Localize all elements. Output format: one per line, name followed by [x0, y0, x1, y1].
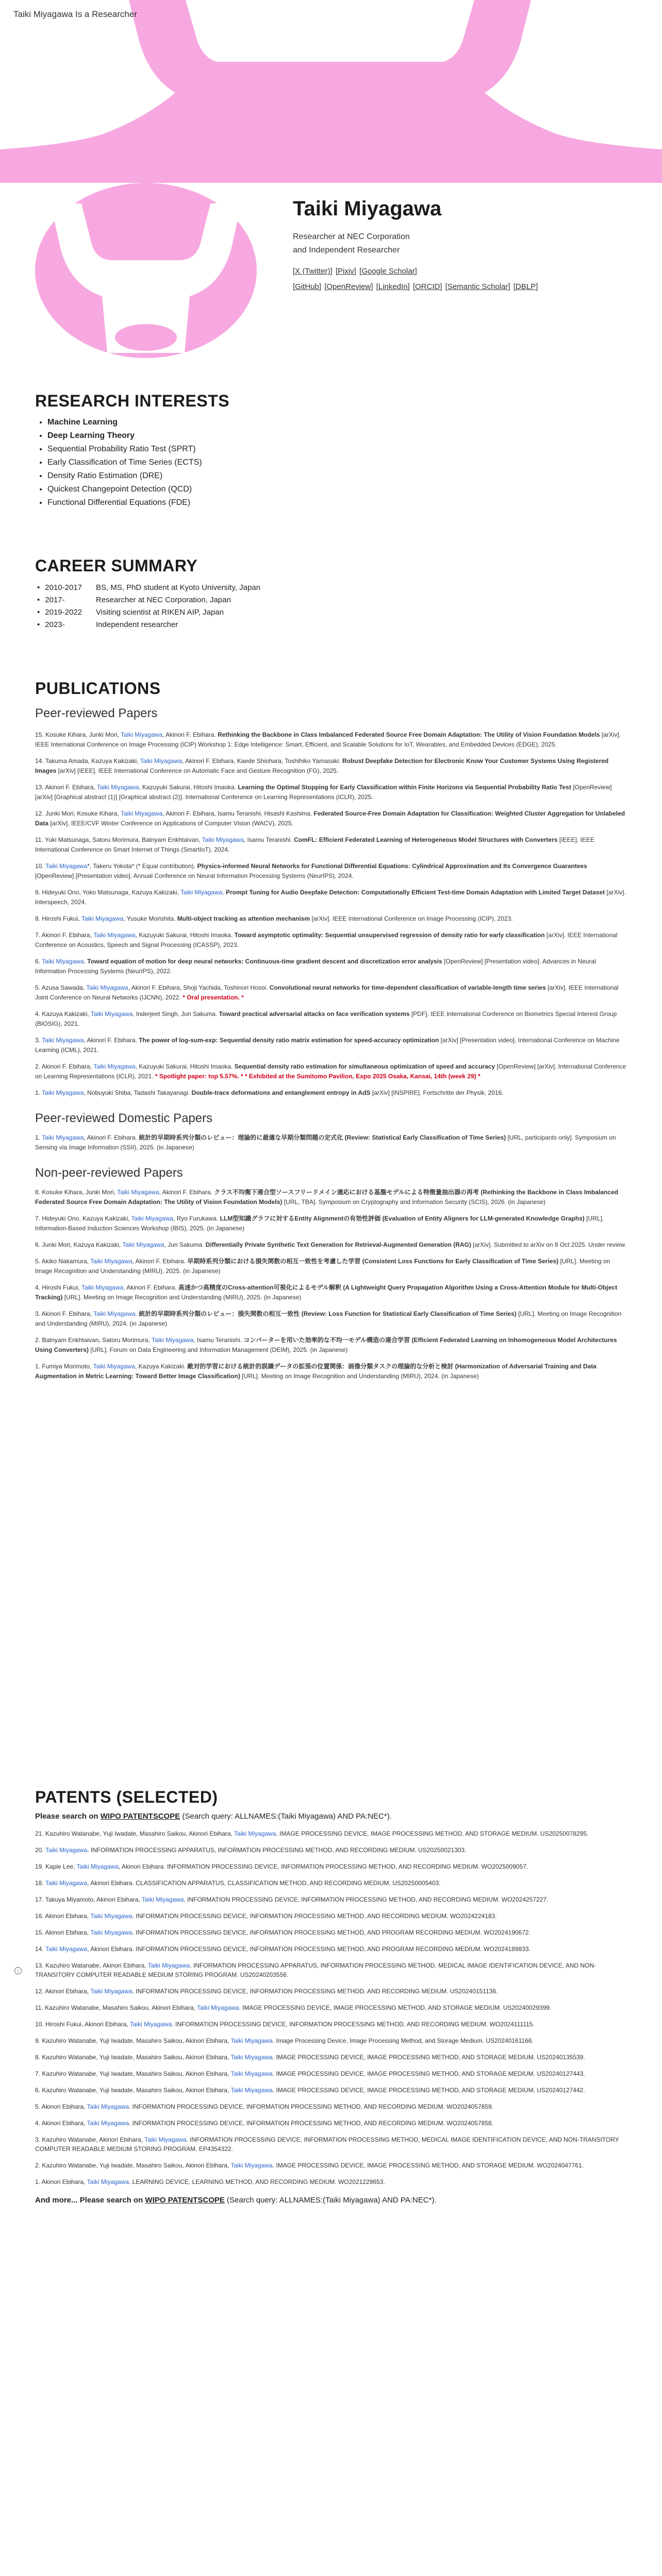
patent-entry [35, 2036, 627, 2045]
patent-author-self: Taiki Miyagawa [230, 2087, 273, 2094]
pub-author-self: Taiki Miyagawa [131, 1215, 173, 1222]
pub-venue: [URL]. Meeting on Image Recognition and Understanding (MIRU), 2024. (in Japanese) [35, 1310, 622, 1327]
patent-entry [35, 1987, 627, 1996]
pub-venue: [arXiv] [INSPIRE]. Fortschritte der Physik, 2016. [370, 1089, 504, 1096]
career-years: • 2017- [35, 594, 96, 606]
pub-title[interactable]: Convolutional neural networks for time-dependent classification of variable-length time series [269, 984, 546, 991]
pub-authors-post: , Kazuyuki Sakurai, Hitoshi Imaoka. [139, 784, 238, 791]
patent-title: . INFORMATION PROCESSING DEVICE, INFORMATION PROCESSING METHOD, AND RECORDING MEDIUM. WO2024257227. [184, 1896, 549, 1903]
patents-section [35, 1788, 627, 2213]
pub-venue: [OpenReview] [arXiv]. International Conference on Learning Representations (ICLR), 2021. [35, 1063, 626, 1080]
patent-authors-pre: 1. Akinori Ebihara, [35, 2178, 87, 2185]
pub-authors-pre: 15. Kosuke Kihara, Junki Mori, [35, 731, 121, 738]
patent-title: . IMAGE PROCESSING DEVICE, IMAGE PROCESSING METHOD, AND STORAGE MEDIUM. US20240127442. [272, 2087, 585, 2094]
publication-entry [35, 1133, 627, 1153]
pub-author-self: Taiki Miyagawa [151, 1336, 194, 1344]
pub-authors-post: . [222, 889, 226, 896]
pub-venue: [OpenReview] [arXiv] [Graphical abstract (1)] [Graphical abstract (2)]. International Conference on Learning Representations (ICLR), 2025. [35, 784, 612, 801]
pub-authors-pre: 6. Junki Mori, Kazuya Kakizaki, [35, 1241, 123, 1248]
pub-authors-pre: 14. Takuma Amada, Kazuya Kakizaki, [35, 757, 140, 765]
list-item: • Early Classification of Time Series (ECTS) [47, 456, 627, 469]
career-desc: Independent researcher [96, 620, 178, 629]
patent-title: . INFORMATION PROCESSING DEVICE, INFORMATION PROCESSING METHOD, MEDICAL IMAGE IDENTIFICATION DEVICE, AND NON-TRANSITORY COMPUTER READABLE MEDIUM STORING PROGRAM. EP4354322. [35, 2136, 619, 2153]
pub-venue: [arXiv]. Submitted to arXiv on 8 Oct 2025. Under review. [471, 1241, 626, 1248]
pub-authors-pre: 4. Kazuya Kakizaki, [35, 1010, 91, 1018]
patent-author-self: Taiki Miyagawa [45, 1846, 88, 1854]
patent-author-self: Taiki Miyagawa [90, 1988, 133, 1995]
patent-entry [35, 1845, 627, 1855]
patent-entry [35, 2069, 627, 2078]
pub-title[interactable]: Toward equation of motion for deep neural networks: Continuous-time gradient descent and discretization error analysis [87, 958, 442, 965]
patent-author-self: Taiki Miyagawa [147, 1962, 190, 1969]
list-item: • Sequential Probability Ratio Test (SPRT) [47, 443, 627, 456]
pub-authors-post: , Akinori F. Ebihara. [84, 1037, 139, 1044]
pub-authors-post: , Isamu Teranishi. [243, 836, 294, 843]
pub-authors-post: , Isamu Teranishi. [193, 1336, 244, 1344]
publication-entry [35, 1335, 627, 1355]
publication-entry [35, 957, 627, 976]
pub-venue: [OpenReview] [Presentation video]. Annual Conference on Neural Information Processing Systems (NeurIPS), 2024. [35, 872, 354, 879]
pub-title[interactable]: Robust Deepfake Detection for Electronic Know Your Customer Systems Using Registered Images [35, 757, 609, 774]
pub-author-self: Taiki Miyagawa [180, 889, 223, 896]
pub-venue: [URL, participants only]. Symposium on Sensing via Image Information (SSII), 2025. (in Japanese) [35, 1134, 616, 1151]
patent-entry [35, 2086, 627, 2095]
site-title[interactable]: Taiki Miyagawa Is a Researcher [13, 9, 137, 19]
publication-entry [35, 1009, 627, 1029]
pub-author-self: Taiki Miyagawa [45, 862, 88, 870]
patent-entry [35, 2119, 627, 2128]
pub-authors-post: , Nobuyuki Shiba, Tadashi Takayanagi. [84, 1089, 192, 1096]
patent-title: , Akinori Ebihara. CLASSIFICATION APPARATUS, CLASSIFICATION METHOD, AND RECORDING MEDIUM. US20250005403. [87, 1879, 441, 1887]
career-years: • 2010-2017 [35, 582, 96, 594]
pub-author-self: Taiki Miyagawa [42, 1134, 84, 1141]
pub-title[interactable]: Multi-object tracking as attention mechanism [177, 915, 310, 922]
patent-author-self: Taiki Miyagawa [196, 2004, 239, 2011]
pub-authors-post: , Akinori F. Ebihara. [159, 1189, 214, 1196]
pub-author-self: Taiki Miyagawa [81, 915, 124, 922]
career-summary-section [35, 556, 627, 631]
pub-venue: [URL]. Information-Based Induction Sciences Workshop (IBIS), 2025. (in Japanese) [35, 1215, 604, 1232]
top-navbar [0, 0, 662, 32]
pub-authors-post: , Akinori F. Ebihara, Shoji Yachida, Toshinori Hosoi. [128, 984, 270, 991]
pub-author-self: Taiki Miyagawa [42, 958, 84, 965]
patent-author-self: Taiki Miyagawa [87, 2103, 129, 2110]
patent-title: , Akinori Ebihara. INFORMATION PROCESSING DEVICE, INFORMATION PROCESSING METHOD, AND PROGRAM RECORDING MEDIUM. WO2024189833. [87, 1945, 531, 1953]
pub-venue: [URL, TBA]. Symposium on Cryptography and Information Security (SCIS), 2026. (in Japanese) [282, 1198, 546, 1206]
pub-authors-post: . [135, 1310, 139, 1317]
pub-venue: [URL]. Meeting on Image Recognition and Understanding (MIRU), 2025. (in Japanese) [35, 1258, 610, 1275]
patent-title: , Akinori Ebihara. INFORMATION PROCESSING DEVICE, INFORMATION PROCESSING METHOD, AND RECORDING MEDIUM. WO2025009057. [118, 1863, 528, 1870]
patent-author-self: Taiki Miyagawa [90, 1912, 133, 1920]
career-row [35, 619, 627, 631]
career-list [35, 582, 627, 631]
patent-title: . IMAGE PROCESSING DEVICE, IMAGE PROCESSING METHOD, AND STORAGE MEDIUM. US20240135539. [272, 2054, 585, 2061]
patent-authors-pre: 17. Takuya Miyamoto, Akinori Ebihara, [35, 1896, 142, 1903]
patent-title: . INFORMATION PROCESSING DEVICE, INFORMATION PROCESSING METHOD, AND RECORDING MEDIUM. WO2024111115. [172, 2021, 535, 2028]
publication-entry [35, 930, 627, 950]
publication-entry [35, 1283, 627, 1302]
patent-author-self: Taiki Miyagawa [129, 2021, 172, 2028]
pub-venue: [arXiv]. IEEE International Conference on Image Processing (ICIP) Workshop 1: Edge Intelligence: Smart, Efficient, and Scalable Solutions for IoT, Wearables, and Embedded Devices (EDGE), 2025. [35, 731, 621, 748]
domestic-list [35, 1133, 627, 1153]
patent-entry [35, 1911, 627, 1921]
peer-reviewed-list [35, 730, 627, 1098]
patent-title: . Image Processing Device, Image Processing Method, and Storage Medium. US20240161166. [272, 2037, 534, 2044]
pub-venue: [arXiv]. IEEE/CVF Winter Conference on Applications of Computer Vision (WACV), 2025. [48, 820, 293, 827]
publication-entry [35, 783, 627, 802]
patent-title: . INFORMATION PROCESSING DEVICE, INFORMATION PROCESSING METHOD, AND RECORDING MEDIUM. WO2024057858. [128, 2120, 493, 2127]
pub-authors-pre: 12. Junki Mori, Kosuke Kihara, [35, 810, 121, 817]
patent-authors-pre: 16. Akinori Ebihara, [35, 1912, 91, 1920]
patent-authors-pre: 6. Kazuhiro Watanabe, Yuji Iwadate, Masahiro Saikou, Akinori Ebihara, [35, 2087, 231, 2094]
pub-title[interactable]: クラス不均衡下連合型ソースフリードメイン適応における基盤モデルによる特徴量抽出器の再考 (Rethinking the Backbone in Class Imbalanced Federated Source Free Domain Adaptation: The Utility of Vision Foundation Models) [35, 1189, 618, 1206]
publication-entry [35, 1240, 627, 1250]
pub-authors-post: , Kazuya Kakizaki. [135, 1363, 188, 1370]
pub-author-self: Taiki Miyagawa [117, 1189, 159, 1196]
pub-authors-post: , Akinori F. Ebihara. [132, 1258, 188, 1265]
patent-authors-pre: 8. Kazuhiro Watanabe, Yuji Iwadate, Masahiro Saikou, Akinori Ebihara, [35, 2054, 231, 2061]
publication-entry [35, 1088, 627, 1098]
career-desc: Researcher at NEC Corporation, Japan [96, 596, 231, 604]
patent-entry [35, 2102, 627, 2111]
patent-title: . INFORMATION PROCESSING DEVICE, INFORMATION PROCESSING METHOD, AND RECORDING MEDIUM. US20240151136. [132, 1988, 498, 1995]
wipo-link-more[interactable]: WIPO PATENTSCOPE [145, 2196, 225, 2205]
publication-entry [35, 888, 627, 907]
career-row [35, 606, 627, 619]
pub-author-self: Taiki Miyagawa [93, 1063, 136, 1070]
link-pixiv[interactable]: [Pixiv] [335, 267, 356, 276]
profile-hero [35, 183, 628, 363]
pub-author-self: Taiki Miyagawa [93, 931, 136, 939]
patent-entry [35, 2020, 627, 2029]
patent-author-self: Taiki Miyagawa [234, 1830, 276, 1837]
pub-venue: [arXiv] [Presentation video]. International Conference on Machine Learning (ICML), 2021. [35, 1037, 620, 1054]
link-github[interactable]: [GitHub] [293, 282, 322, 291]
pub-venue: [URL]. Meeting on Image Recognition and Understanding (MIRU), 2025. (in Japanese) [62, 1294, 302, 1301]
pub-authors-pre: 3. Akinori F. Ebihara, [35, 1310, 94, 1317]
patent-authors-pre: 21. Kazuhiro Watanabe, Yuji Iwadate, Masahiro Saikou, Akinori Ebihara, [35, 1830, 235, 1837]
patent-author-self: Taiki Miyagawa [230, 2162, 273, 2169]
publications-heading: PUBLICATIONS [35, 679, 161, 698]
publication-entry [35, 1309, 627, 1329]
pub-authors-post: , Inderjeet Singh, Jun Sakuma. [133, 1010, 219, 1018]
pub-venue: [OpenReview] [Presentation video]. Advances in Neural Information Processing Systems (NeurIPS), 2022. [35, 958, 596, 975]
pub-authors-pre: 1. Fumiya Morimoto, [35, 1363, 93, 1370]
pub-authors-pre: 6. [35, 958, 42, 965]
patent-title: . IMAGE PROCESSING DEVICE, IMAGE PROCESSING METHOD, AND STORAGE MEDIUM. US20240127443. [272, 2070, 585, 2077]
pub-author-self: Taiki Miyagawa [93, 1363, 135, 1370]
research-interests-list [35, 416, 627, 510]
pub-authors-post: *, Takeru Yokota* (* Equal contribution). [87, 862, 197, 870]
pub-authors-pre: 7. Akinori F. Ebihara, [35, 931, 94, 939]
pub-title[interactable]: Prompt Tuning for Audio Deepfake Detection: Computationally Efficient Test-time Domain Adaptation with Limited Target Dataset [226, 889, 605, 896]
publication-entry [35, 1362, 627, 1381]
patent-title: . INFORMATION PROCESSING DEVICE, INFORMATION PROCESSING METHOD, AND PROGRAM RECORDING MEDIUM. WO2024190672. [132, 1929, 531, 1936]
career-years: • 2023- [35, 619, 96, 631]
career-row [35, 594, 627, 606]
research-interests-heading: RESEARCH INTERESTS [35, 392, 230, 410]
profile-links-row-1 [293, 267, 418, 276]
patent-entry [35, 1944, 627, 1954]
non-peer-heading: Non-peer-reviewed Papers [35, 1166, 183, 1180]
patent-authors-pre: 13. Kazuhiro Watanabe, Akinori Ebihara, [35, 1962, 148, 1969]
pub-title[interactable]: Toward asymptotic optimality: Sequential unsupervised regression of density ratio for early classification [234, 931, 545, 939]
publication-entry [35, 730, 627, 750]
pub-authors-pre: 5. Azusa Sawada, [35, 984, 87, 991]
pub-authors-post: , Kazuyuki Sakurai, Hitoshi Imaoka. [135, 1063, 235, 1070]
link-openreview[interactable]: [OpenReview] [324, 282, 373, 291]
patent-author-self: Taiki Miyagawa [87, 2178, 129, 2185]
patent-authors-pre: 11. Kazuhiro Watanabe, Masahiro Saikou, Akinori Ebihara, [35, 2004, 197, 2011]
list-item: • Machine Learning [47, 416, 627, 429]
publications-section [35, 679, 627, 1388]
patent-author-self: Taiki Miyagawa [90, 1929, 133, 1936]
pub-author-self: Taiki Miyagawa [90, 1010, 133, 1018]
patent-authors-pre: 9. Kazuhiro Watanabe, Yuji Iwadate, Masahiro Saikou, Akinori Ebihara, [35, 2037, 231, 2044]
pub-authors-pre: 2. Batnyam Enkhtaivan, Satoru Morimura, [35, 1336, 152, 1344]
pub-author-self: Taiki Miyagawa [93, 1310, 136, 1317]
pub-author-self: Taiki Miyagawa [81, 1284, 124, 1291]
career-years: • 2019-2022 [35, 606, 96, 619]
publication-entry [35, 809, 627, 828]
pub-authors-post: , Ryo Furukawa. [173, 1215, 220, 1222]
pub-title[interactable]: Toward practical adversarial attacks on face verification systems [219, 1010, 410, 1018]
pub-title[interactable]: 統計的早期時系列分類のレビュー：理論的に最適な早期分類問題の定式化 (Review: Statistical Early Classification of Time Series) [139, 1134, 506, 1141]
pub-authors-post: , Akinori F. Ebihara, Isamu Teranishi, Hisashi Kashima. [162, 810, 314, 817]
pub-title[interactable]: 統計的早期時系列分類のレビュー：損失関数の相互一致性 (Review: Loss Function for Statistical Early Classification of Time Series) [139, 1310, 517, 1317]
pub-title[interactable]: 高速かつ高精度のCross-attention可視化によるモデル解釈 (A Lightweight Query Propagation Algorithm Using a Cross-Attention Module for Multi-Object Tracking) [35, 1284, 618, 1301]
link-google-scholar[interactable]: [Google Scholar] [359, 267, 417, 276]
patent-authors-pre: 15. Akinori Ebihara, [35, 1929, 91, 1936]
pub-author-self: Taiki Miyagawa [120, 810, 163, 817]
publication-entry [35, 1062, 627, 1081]
non-peer-list [35, 1188, 627, 1381]
peer-reviewed-heading: Peer-reviewed Papers [35, 706, 158, 720]
profile-affiliation-1: Researcher at NEC Corporation [293, 232, 410, 241]
patent-authors-pre: 19. Kapie Lee, [35, 1863, 77, 1870]
pub-author-self: Taiki Miyagawa [140, 757, 183, 765]
pub-authors-post: , Akinori F. Ebihara, Kaede Shiohara, Toshihiko Yamasaki. [182, 757, 342, 765]
patent-authors-pre: 12. Akinori Ebihara, [35, 1988, 91, 1995]
link-dblp[interactable]: [DBLP] [513, 282, 538, 291]
pub-venue: [IEEE]. IEEE International Conference on Smart Internet of Things (SmartIoT), 2024. [35, 836, 594, 853]
patent-authors-pre: 4. Akinori Ebihara, [35, 2120, 87, 2127]
pub-venue: [arXiv]. IEEE International Joint Conference on Neural Networks (IJCNN), 2022. [35, 984, 619, 1001]
patent-title: . LEARNING DEVICE, LEARNING METHOD, AND RECORDING MEDIUM. WO2021229653. [128, 2178, 385, 2185]
pub-title[interactable]: Double-trace deformations and entanglement entropy in AdS [191, 1089, 371, 1096]
pub-author-self: Taiki Miyagawa [202, 836, 244, 843]
pub-title[interactable]: 早期時系列分類における損失関数の相互一致性を考慮した学習 (Consistent Loss Functions for Early Classification of Time Series) [187, 1258, 559, 1265]
patent-author-self: Taiki Miyagawa [230, 2070, 273, 2077]
pub-authors-pre: 1. [35, 1089, 42, 1096]
patent-title: . IMAGE PROCESSING DEVICE, IMAGE PROCESSING METHOD, AND STORAGE MEDIUM. WO2024047761. [272, 2162, 584, 2169]
pub-author-self: Taiki Miyagawa [86, 984, 128, 991]
publication-entry [35, 835, 627, 855]
pub-authors-post: , Akinori F. Ebihara. [123, 1284, 178, 1291]
pub-authors-pre: 3. [35, 1037, 42, 1044]
pub-title[interactable]: Sequential density ratio estimation for simultaneous optimization of speed and accuracy [234, 1063, 495, 1070]
patent-authors-pre: 3. Kazuhiro Watanabe, Akinori Ebihara, [35, 2136, 145, 2143]
publication-entry [35, 1257, 627, 1276]
patent-authors-pre: 18. [35, 1879, 45, 1887]
patent-authors-pre: 2. Kazuhiro Watanabe, Yuji Iwadate, Masahiro Saikou, Akinori Ebihara, [35, 2162, 231, 2169]
patent-title: . INFORMATION PROCESSING DEVICE, INFORMATION PROCESSING METHOD, AND RECORDING MEDIUM. WO2024057859. [128, 2103, 493, 2110]
info-icon[interactable]: i [14, 1967, 22, 1974]
patent-more-notice [35, 2196, 627, 2205]
pub-title[interactable]: Physics-informed Neural Networks for Functional Differential Equations: Cylindrical Approximation and Its Convergence Guarantees [197, 862, 587, 870]
pub-authors-pre: 2. Akinori F. Ebihara, [35, 1063, 94, 1070]
patent-author-self: Taiki Miyagawa [76, 1863, 119, 1870]
pub-venue: [arXiv]. IEEE International Conference on Acoustics, Speech and Signal Processing (ICASSP), 2023. [35, 931, 618, 948]
pub-title[interactable]: Federated Source-Free Domain Adaptation for Classification: Weighted Cluster Aggregation for Unlabeled Data [35, 810, 625, 827]
patent-title: . INFORMATION PROCESSING DEVICE, INFORMATION PROCESSING METHOD, AND RECORDING MEDIUM. WO2024224183. [132, 1912, 497, 1920]
pub-authors-post: , Akinori F. Ebihara. [162, 731, 218, 738]
patent-title: . IMAGE PROCESSING DEVICE, IMAGE PROCESSING METHOD, AND STORAGE MEDIUM. US20250078295. [276, 1830, 589, 1837]
pub-title[interactable]: The power of log-sum-exp: Sequential density ratio matrix estimation for speed-accuracy optimization [139, 1037, 439, 1044]
patent-entry [35, 2177, 627, 2187]
patent-author-self: Taiki Miyagawa [45, 1945, 88, 1953]
patent-entry [35, 1862, 627, 1871]
patent-list [35, 1829, 627, 2187]
career-desc: BS, MS, PhD student at Kyoto University, Japan [96, 583, 261, 592]
patent-author-self: Taiki Miyagawa [87, 2120, 129, 2127]
research-interests-section [35, 392, 627, 510]
patent-entry [35, 1878, 627, 1888]
patent-entry [35, 1928, 627, 1937]
patent-authors-pre: 7. Kazuhiro Watanabe, Yuji Iwadate, Masahiro Saikou, Akinori Ebihara, [35, 2070, 231, 2077]
pub-venue: [arXiv]. IEEE International Conference on Image Processing (ICIP), 2023. [310, 915, 513, 922]
pub-author-self: Taiki Miyagawa [42, 1089, 84, 1096]
notice-query: (Search query: ALLNAMES:(Taiki Miyagawa) AND PA:NEC*). [180, 1812, 392, 1821]
pub-venue: [arXiv]. Interspeech, 2024. [35, 889, 626, 906]
patent-author-self: Taiki Miyagawa [142, 1896, 184, 1903]
list-item: • Functional Differential Equations (FDE) [47, 496, 627, 510]
patent-authors-pre: 10. Hiroshi Fukui, Akinori Ebihara, [35, 2021, 130, 2028]
pub-award: * Oral presentation. * [180, 994, 244, 1001]
list-item: • Density Ratio Estimation (DRE) [47, 469, 627, 483]
patent-author-self: Taiki Miyagawa [230, 2037, 273, 2044]
pub-title[interactable]: コンバーターを用いた効率的な不均一モデル構造の連合学習 (Efficient Federated Learning on Inhomogeneous Model Architectures Using Converters) [35, 1336, 617, 1353]
pub-authors-post: . [84, 958, 88, 965]
link-orcid[interactable]: [ORCID] [412, 282, 442, 291]
pub-authors-pre: 10. [35, 862, 45, 870]
publication-entry [35, 756, 627, 776]
list-item: • Deep Learning Theory [47, 429, 627, 443]
patent-title: . INFORMATION PROCESSING APPARATUS, INFORMATION PROCESSING METHOD, MEDICAL IMAGE IDENTIFICATION DEVICE, AND NON-TRANSITORY COMPUTER READABLE MEDIUM STORING PROGRAM. US20240203556. [35, 1962, 597, 1978]
more-text: And more... Please search on [35, 2196, 145, 2205]
pub-authors-post: , Akinori F. Ebihara. [84, 1134, 139, 1141]
publication-entry [35, 914, 627, 924]
pub-author-self: Taiki Miyagawa [42, 1037, 84, 1044]
patent-search-notice [35, 1812, 627, 1821]
pub-authors-post: , Kazuyuki Sakurai, Hitoshi Imaoka. [135, 931, 235, 939]
patent-entry [35, 1961, 627, 1979]
pub-venue: [URL]. Meeting on Image Recognition and Understanding (MIRU), 2024. (in Japanese) [240, 1372, 479, 1380]
patent-entry [35, 1895, 627, 1904]
publication-entry [35, 861, 627, 881]
pub-venue: [PDF]. IEEE International Conference on Biometrics Special Interest Group (BIOSIG), 2021. [35, 1010, 617, 1027]
publication-entry [35, 1188, 627, 1207]
pub-authors-pre: 5. Akiko Nakamura, [35, 1258, 91, 1265]
publication-entry [35, 1214, 627, 1233]
patent-entry [35, 2003, 627, 2012]
patent-authors-pre: 20. [35, 1846, 45, 1854]
wipo-link[interactable]: WIPO PATENTSCOPE [100, 1812, 180, 1821]
patent-author-self: Taiki Miyagawa [144, 2136, 187, 2143]
more-query: (Search query: ALLNAMES:(Taiki Miyagawa) AND PA:NEC*). [224, 2196, 437, 2205]
patent-authors-pre: 14. [35, 1945, 45, 1953]
link-x-twitter[interactable]: [X (Twitter)] [293, 267, 333, 276]
link-linkedin[interactable]: [LinkedIn] [376, 282, 410, 291]
pub-title[interactable]: ComFL: Efficient Federated Learning of Heterogeneous Model Structures with Converters [294, 836, 558, 843]
pub-author-self: Taiki Miyagawa [120, 731, 163, 738]
pub-author-self: Taiki Miyagawa [122, 1241, 164, 1248]
pub-authors-post: , Yusuke Morishita. [123, 915, 177, 922]
pub-venue: [URL]. Forum on Data Engineering and Information Management (DEIM), 2025. (in Japanese) [89, 1346, 348, 1353]
link-semantic-scholar[interactable]: [Semantic Scholar] [445, 282, 510, 291]
profile-name: Taiki Miyagawa [293, 197, 442, 220]
pub-author-self: Taiki Miyagawa [96, 784, 139, 791]
pub-title[interactable]: LLM型知識グラフに対するEntity Alignmentの有効性評価 (Evaluation of Entity Aligners for LLM-generated Knowledge Graphs) [220, 1215, 585, 1222]
publication-entry [35, 1036, 627, 1055]
pub-authors-post: , Jun Sakuma. [164, 1241, 206, 1248]
pub-award: * Spotlight paper: top 5.57%. * * Exhibited at the Sumitomo Pavilion, Expo 2025 Osaka, Kansai, 14th (week 29) * [153, 1073, 481, 1080]
pub-title[interactable]: Rethinking the Backbone in Class Imbalanced Federated Source Free Domain Adaptation: The Utility of Vision Foundation Models [217, 731, 600, 738]
career-desc: Visiting scientist at RIKEN AIP, Japan [96, 608, 224, 617]
patent-entry [35, 2161, 627, 2170]
domestic-heading: Peer-reviewed Domestic Papers [35, 1111, 213, 1125]
notice-text: Please search on [35, 1812, 101, 1821]
pub-venue: [arXiv] [IEEE]. IEEE International Conference on Automatic Face and Gesture Recognition (FG), 2025. [56, 767, 339, 774]
patent-title: . IMAGE PROCESSING DEVICE, IMAGE PROCESSING METHOD, AND STORAGE MEDIUM. US20240029399. [239, 2004, 552, 2011]
pub-authors-pre: 13. Akinori F. Ebihara, [35, 784, 97, 791]
publication-entry [35, 983, 627, 1003]
profile-avatar [35, 183, 257, 358]
patents-heading: PATENTS (SELECTED) [35, 1788, 218, 1806]
career-row [35, 582, 627, 594]
patent-author-self: Taiki Miyagawa [45, 1879, 88, 1887]
pub-title[interactable]: 敵対的学習における統計的誤識データの拡張の位置関係：画像分類タスクの理論的な分析と検討 (Harmonization of Adversarial Training and Data Augmentation in Metric Learning: Toward Better Image Classification) [35, 1363, 597, 1380]
patent-entry [35, 2053, 627, 2062]
patent-authors-pre: 5. Akinori Ebihara, [35, 2103, 87, 2110]
pub-authors-pre: 1. [35, 1134, 42, 1141]
pub-authors-pre: 4. Hiroshi Fukui, [35, 1284, 81, 1291]
pub-author-self: Taiki Miyagawa [90, 1258, 133, 1265]
patent-entry [35, 1829, 627, 1838]
profile-affiliation-2: and Independent Researcher [293, 246, 400, 255]
pub-authors-pre: 9. Hideyuki Ono, Yoko Matsunaga, Kazuya Kakizaki, [35, 889, 180, 896]
patent-entry [35, 2135, 627, 2154]
profile-links-row-2 [293, 282, 539, 291]
pub-authors-pre: 7. Hideyuki Ono, Kazuya Kakizaki, [35, 1215, 131, 1222]
pub-authors-pre: 8. Hiroshi Fukui, [35, 915, 81, 922]
career-summary-heading: CAREER SUMMARY [35, 556, 198, 575]
patent-author-self: Taiki Miyagawa [230, 2054, 273, 2061]
pub-authors-pre: 11. Yuki Matsunaga, Satoru Morimura, Batnyam Enkhtaivan, [35, 836, 202, 843]
pub-title[interactable]: Learning the Optimal Stopping for Early Classification within Finite Horizons via Sequential Probability Ratio Test [238, 784, 571, 791]
pub-title[interactable]: Differentially Private Synthetic Text Generation for Retrieval-Augmented Generation (RAG) [205, 1241, 471, 1248]
patent-title: . INFORMATION PROCESSING APPARATUS, INFORMATION PROCESSING METHOD, AND RECORDING MEDIUM. US20250021303. [87, 1846, 467, 1854]
list-item: • Quickest Changepoint Detection (QCD) [47, 483, 627, 496]
pub-authors-pre: 8. Kosuke Kihara, Junki Mori, [35, 1189, 118, 1196]
